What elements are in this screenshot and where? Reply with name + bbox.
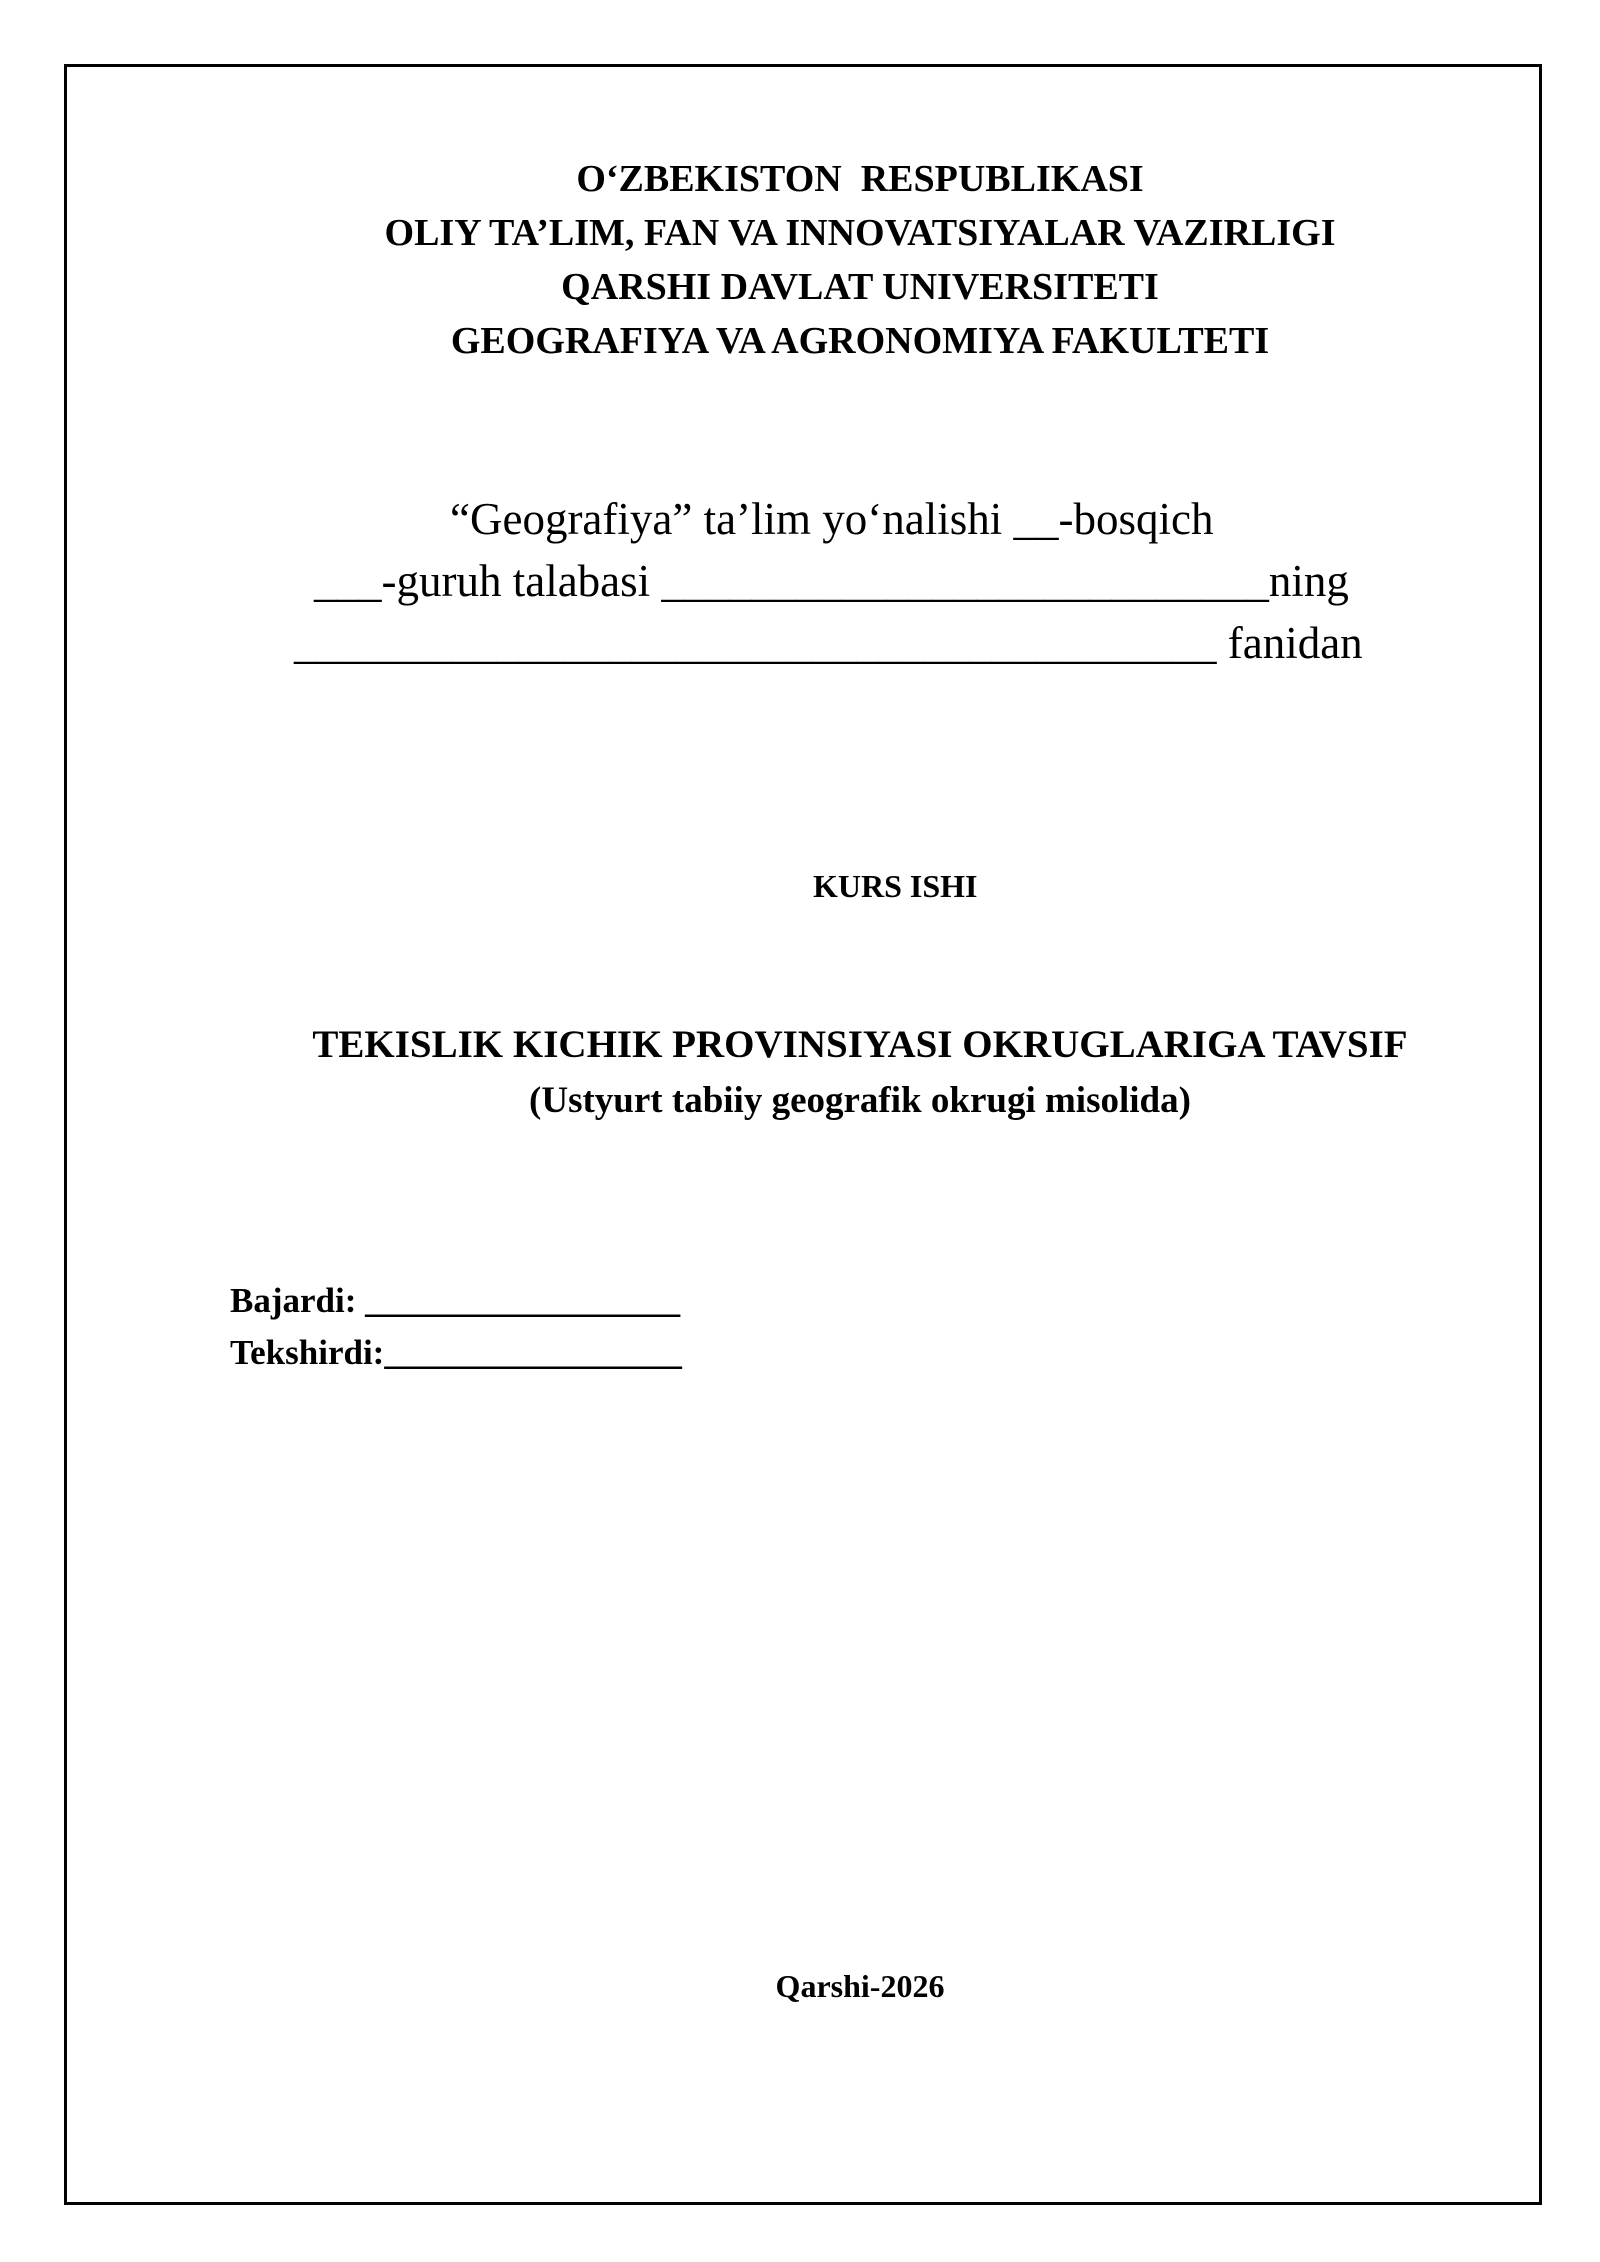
checked-by-line: Tekshirdi:_________________ [230,1333,682,1372]
page-border [64,64,1542,2205]
header-university: QARSHI DAVLAT UNIVERSITETI [561,266,1159,308]
student-subject-line: _________________________________________ fanidan [294,618,1363,668]
topic-title: TEKISLIK KICHIK PROVINSIYASI OKRUGLARIGA TAVSIF [312,1023,1408,1066]
student-direction-line: “Geografiya” ta’lim yo‘nalishi __-bosqich [450,494,1214,544]
header-faculty: GEOGRAFIYA VA AGRONOMIYA FAKULTETI [450,320,1270,362]
work-type: KURS ISHI [813,868,978,904]
topic-subtitle: (Ustyurt tabiiy geografik okrugi misolida) [529,1080,1191,1121]
header-country: O‘ZBEKISTON RESPUBLIKASI [576,158,1144,200]
performed-by-line: Bajardi: __________________ [230,1281,681,1320]
city-year: Qarshi-2026 [775,1968,945,2004]
student-group-line: ___-guruh talabasi ___________________________ning [314,556,1349,606]
header-ministry: OLIY TA’LIM, FAN VA INNOVATSIYALAR VAZIRLIGI [384,212,1336,254]
